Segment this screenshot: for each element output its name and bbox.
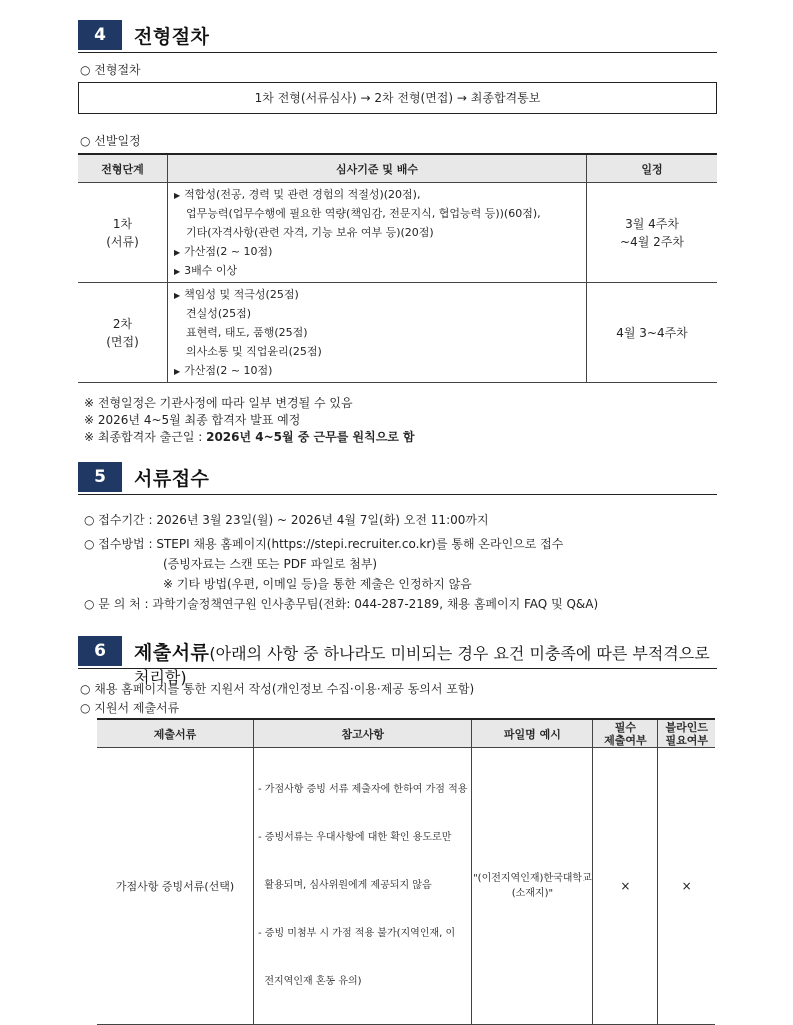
note-text: ※ 최종합격자 출근일 : <box>84 430 207 444</box>
submission-item-1: ○ 채용 홈페이지를 통한 지원서 작성(개인정보 수집·이용·제공 동의서 포함) <box>80 682 475 696</box>
table-header-row <box>97 719 715 748</box>
section-title: 서류접수 <box>134 468 210 490</box>
criteria-text: 표현력, 태도, 품행(25점) <box>186 326 308 339</box>
note-line: - 증빙서류는 우대사항에 대한 확인 용도로만 <box>258 832 452 843</box>
filename-cell <box>472 748 593 1025</box>
note-line: 활용되며, 심사위원에게 제공되지 않음 <box>258 880 432 891</box>
col-header-text: 블라인드 <box>665 720 708 734</box>
table-row <box>97 748 715 1025</box>
document-cell: 가점사항 증빙서류(선택) <box>97 748 254 1025</box>
note-3 <box>84 428 415 445</box>
col-header: 참고사항 <box>254 719 472 748</box>
contact-info: ○ 문 의 처 : 과학기술정책연구원 인사총무팀(전화: 044-287-2189, 채용 홈페이지 FAQ 및 Q&A) <box>84 597 599 611</box>
col-header: 전형단계 <box>78 154 168 183</box>
filename-text: "(이전지역인재)한국대학교 <box>473 873 592 884</box>
section-subtitle: (아래의 사항 중 하나라도 미비되는 경우 요건 미충족에 따른 부적격으로 처리함) <box>134 644 710 687</box>
col-header: 심사기준 및 배수 <box>168 154 587 183</box>
triangle-bullet-icon: ▶ <box>174 191 181 200</box>
criteria-text: 3배수 이상 <box>184 264 238 277</box>
filename-text: (소재지)" <box>511 888 554 899</box>
criteria-text: 가산점(2 ~ 10점) <box>184 245 273 258</box>
schedule-text: 4월 3~4주차 <box>616 326 688 340</box>
section-4-header <box>78 18 717 53</box>
section-title: 전형절차 <box>134 26 210 48</box>
criteria-text: 견실성(25점) <box>186 307 252 320</box>
stage-text: (서류) <box>106 234 139 249</box>
schedule-label: ○ 선발일정 <box>80 134 141 148</box>
procedure-flow-box: 1차 전형(서류심사) → 2차 전형(면접) → 최종합격통보 <box>78 82 717 114</box>
col-header <box>658 719 715 748</box>
section-6-header <box>78 634 717 687</box>
col-header <box>593 719 658 748</box>
table-row <box>78 283 717 383</box>
documents-table <box>97 718 715 1025</box>
section-number: 6 <box>78 636 122 666</box>
criteria-text: 업무능력(업무수행에 필요한 역량(책임감, 전문지식, 협업능력 등))(60점), <box>186 207 541 220</box>
schedule-table <box>78 153 717 383</box>
note-line: - 가점사항 증빙 서류 제출자에 한하여 가점 적용 <box>258 784 468 795</box>
section-number: 4 <box>78 20 122 50</box>
criteria-text: 책임성 및 적극성(25점) <box>184 288 299 301</box>
note-2: ※ 2026년 4~5월 최종 합격자 발표 예정 <box>84 413 301 427</box>
receipt-method-sub: (증빙자료는 스캔 또는 PDF 파일로 첨부) <box>163 557 378 571</box>
col-header-text: 제출여부 <box>604 733 647 747</box>
table-header-row <box>78 154 717 183</box>
receipt-method-note: ※ 기타 방법(우편, 이메일 등)을 통한 제출은 인정하지 않음 <box>163 577 472 591</box>
criteria-text: 기타(자격사항(관련 자격, 기능 보유 여부 등)(20점) <box>186 226 434 239</box>
stage-text: (면접) <box>106 334 139 349</box>
stage-text: 1차 <box>112 216 133 231</box>
receipt-period: ○ 접수기간 : 2026년 3월 23일(월) ~ 2026년 4월 7일(화) 오전 11:00까지 <box>84 513 489 527</box>
schedule-cell <box>587 283 718 383</box>
triangle-bullet-icon: ▶ <box>174 248 181 257</box>
note-line: - 증빙 미첨부 시 가점 적용 불가(지역인재, 이 <box>258 928 456 939</box>
triangle-bullet-icon: ▶ <box>174 291 181 300</box>
stage-text: 2차 <box>112 316 133 331</box>
col-header: 파일명 예시 <box>472 719 593 748</box>
receipt-method: ○ 접수방법 : STEPI 채용 홈페이지(https://stepi.recruiter.co.kr)를 통해 온라인으로 접수 <box>84 537 564 551</box>
table-row <box>78 183 717 283</box>
notes-cell <box>254 748 472 1025</box>
section-title-text: 제출서류 <box>134 642 210 664</box>
procedure-label: ○ 전형절차 <box>80 63 141 77</box>
triangle-bullet-icon: ▶ <box>174 367 181 376</box>
note-line: 전지역인재 혼동 유의) <box>258 976 362 987</box>
criteria-cell <box>168 183 587 283</box>
schedule-text: 3월 4주차 <box>625 216 679 231</box>
col-header: 제출서류 <box>97 719 254 748</box>
schedule-cell <box>587 183 718 283</box>
stage-cell <box>78 183 168 283</box>
schedule-text: ~4월 2주차 <box>620 234 684 249</box>
criteria-cell <box>168 283 587 383</box>
col-header-text: 필요여부 <box>665 733 708 747</box>
criteria-text: 적합성(전공, 경력 및 관련 경험의 적절성)(20점), <box>184 188 421 201</box>
note-bold-text: 2026년 4~5월 중 근무를 원칙으로 함 <box>206 430 415 444</box>
section-number: 5 <box>78 462 122 492</box>
criteria-text: 의사소통 및 직업윤리(25점) <box>186 345 322 358</box>
col-header: 일정 <box>587 154 718 183</box>
required-cell: × <box>593 748 658 1025</box>
submission-item-2: ○ 지원서 제출서류 <box>80 701 180 715</box>
note-1: ※ 전형일정은 기관사정에 따라 일부 변경될 수 있음 <box>84 396 353 410</box>
criteria-text: 가산점(2 ~ 10점) <box>184 364 273 377</box>
section-5-header <box>78 460 717 495</box>
blind-cell: × <box>658 748 715 1025</box>
stage-cell <box>78 283 168 383</box>
col-header-text: 필수 <box>614 720 637 734</box>
triangle-bullet-icon: ▶ <box>174 267 181 276</box>
